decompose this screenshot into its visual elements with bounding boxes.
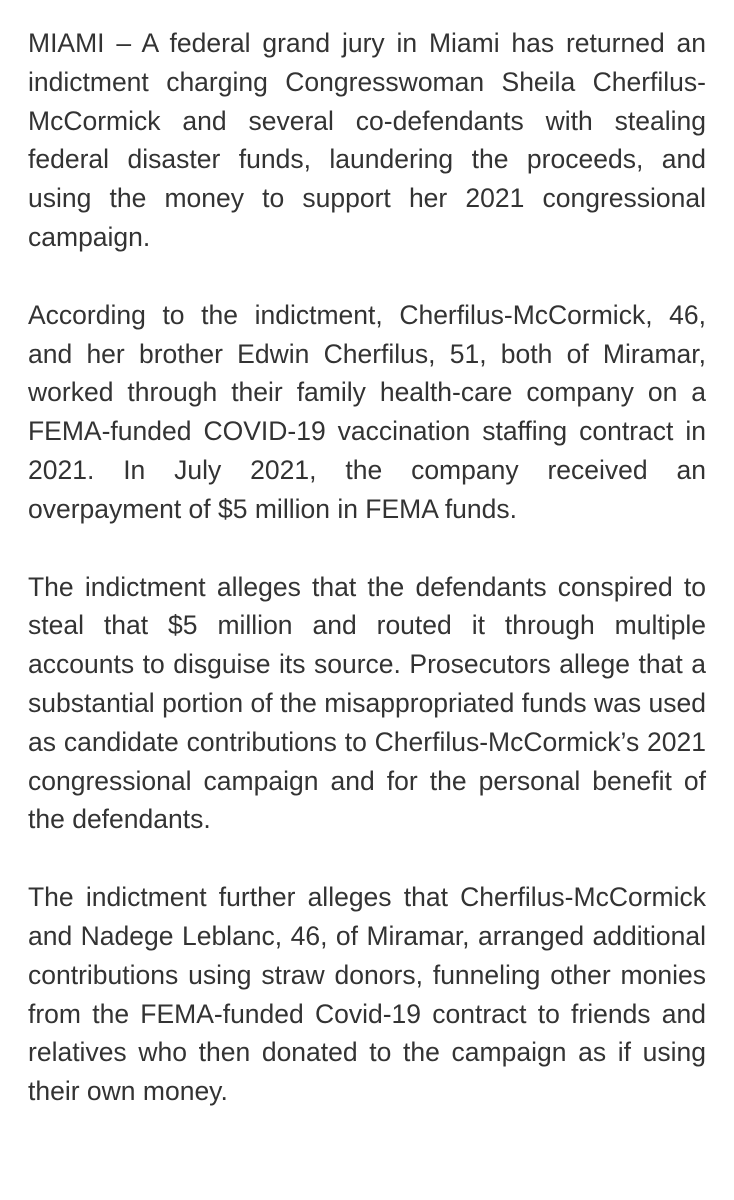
article-paragraph: The indictment further alleges that Cherfilus-McCormick and Nadege Leblanc, 46, of Miramar, arranged additional contributions using straw donors, funneling other monies from the FEMA-funded Covid-19 contract to friends and relatives who then donated to the campaign as if using their own money. (28, 882, 706, 1107)
article-paragraph: According to the indictment, Cherfilus-McCormick, 46, and her brother Edwin Cherfilus, 51, both of Miramar, worked through their family health-care company on a FEMA-funded COVID-19 vaccination staffing contract in 2021. In July 2021, the company received an overpayment of $5 million in FEMA funds. (28, 299, 706, 524)
article-paragraph: MIAMI – A federal grand jury in Miami has returned an indictment charging Congresswoman Sheila Cherfilus-McCormick and several co-defendants with stealing federal disaster funds, laundering the proceeds, and using the money to support her 2021 congressional campaign. (28, 28, 706, 252)
article-paragraph: The indictment alleges that the defendants conspired to steal that $5 million and routed it through multiple accounts to disguise its source. Prosecutors allege that a substantial portion of the misappropriated funds was used as candidate contributions to Cherfilus-McCormick’s 2021 congressional campaign and for the personal benefit of the defendants. (28, 571, 706, 835)
